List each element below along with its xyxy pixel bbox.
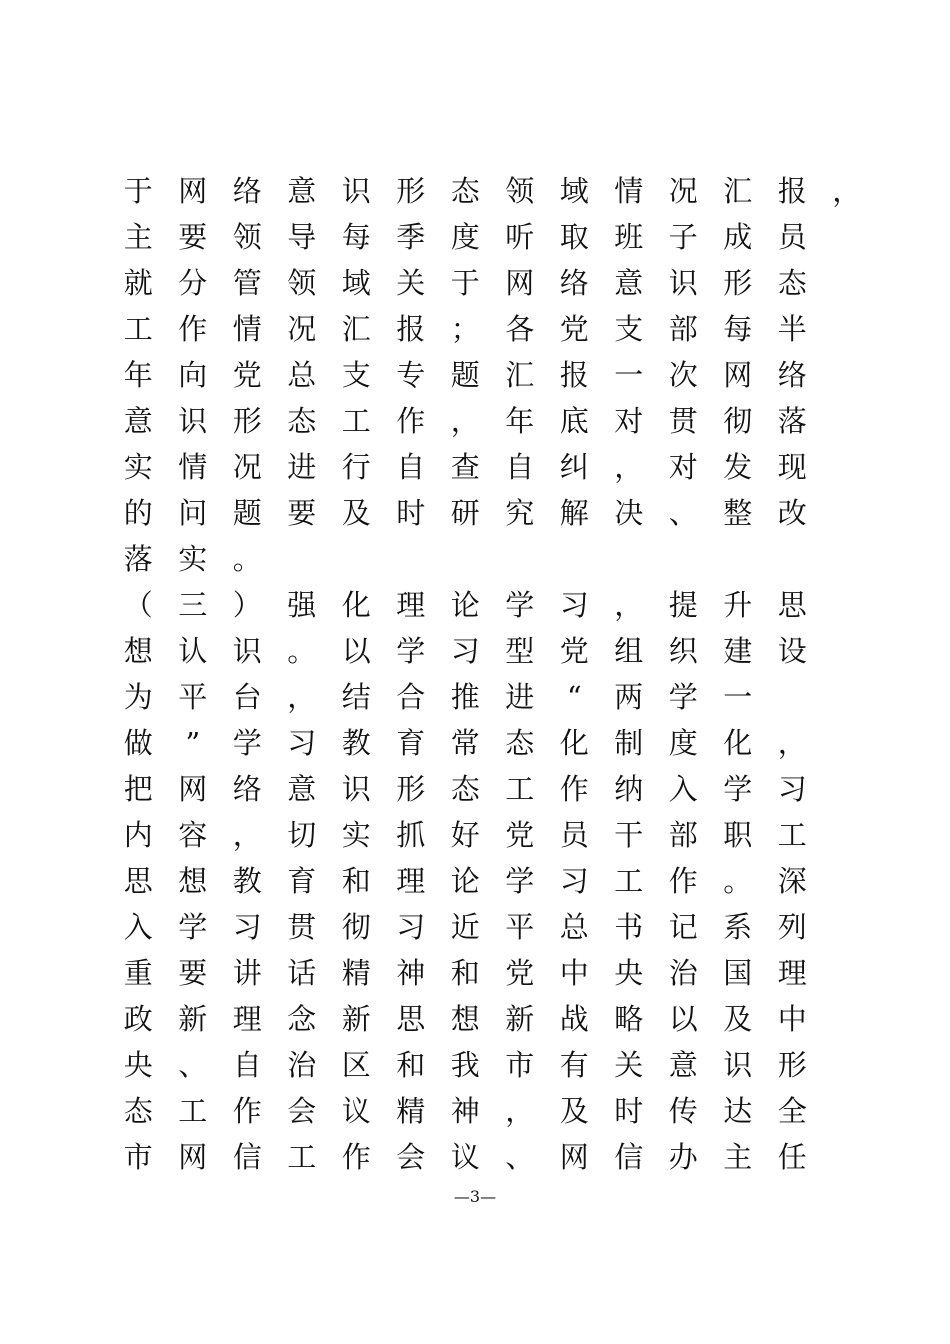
text-line: 于 网 络 意 识 形 态 领 域 情 况 汇 报 ， (123, 174, 862, 208)
section-heading-line: （ 三 ） 强 化 理 论 学 习 ， 提 升 思 (123, 588, 807, 622)
text-line: 为 平 台 ， 结 合 推 进 “ 两 学 一 (123, 680, 753, 714)
text-line: 意 识 形 态 工 作 ， 年 底 对 贯 彻 落 (123, 404, 807, 438)
text-line: 年 向 党 总 支 专 题 汇 报 一 次 网 络 (123, 358, 807, 392)
text-line: 态 工 作 会 议 精 神 ， 及 时 传 达 全 (123, 1094, 807, 1128)
text-line: 实 情 况 进 行 自 查 自 纠 ， 对 发 现 (123, 450, 807, 484)
text-line: 把 网 络 意 识 形 态 工 作 纳 入 学 习 (123, 772, 807, 806)
text-line: 思 想 教 育 和 理 论 学 习 工 作 。 深 (123, 864, 807, 898)
text-line: 内 容 ， 切 实 抓 好 党 员 干 部 职 工 (123, 818, 807, 852)
text-line: 市 网 信 工 作 会 议 、 网 信 办 主 任 (123, 1140, 807, 1174)
text-line: 主 要 领 导 每 季 度 听 取 班 子 成 员 (123, 220, 807, 254)
text-line: 做 ” 学 习 教 育 常 态 化 制 度 化 ， (123, 726, 807, 760)
text-line: 落 实 。 (123, 542, 262, 576)
text-line: 重 要 讲 话 精 神 和 党 中 央 治 国 理 (123, 956, 807, 990)
text-line: 的 问 题 要 及 时 研 究 解 决 、 整 改 (123, 496, 807, 530)
text-line: 入 学 习 贯 彻 习 近 平 总 书 记 系 列 (123, 910, 807, 944)
text-line: 就 分 管 领 域 关 于 网 络 意 识 形 态 (123, 266, 807, 300)
body-text (111, 168, 871, 1180)
text-line: 央 、 自 治 区 和 我 市 有 关 意 识 形 (123, 1048, 807, 1082)
page-number: —3— (453, 1187, 497, 1206)
text-line: 工 作 情 况 汇 报 ； 各 党 支 部 每 半 (123, 312, 807, 346)
text-line: 政 新 理 念 新 思 想 新 战 略 以 及 中 (123, 1002, 807, 1036)
text-line: 想 认 识 。 以 学 习 型 党 组 织 建 设 (123, 634, 807, 668)
